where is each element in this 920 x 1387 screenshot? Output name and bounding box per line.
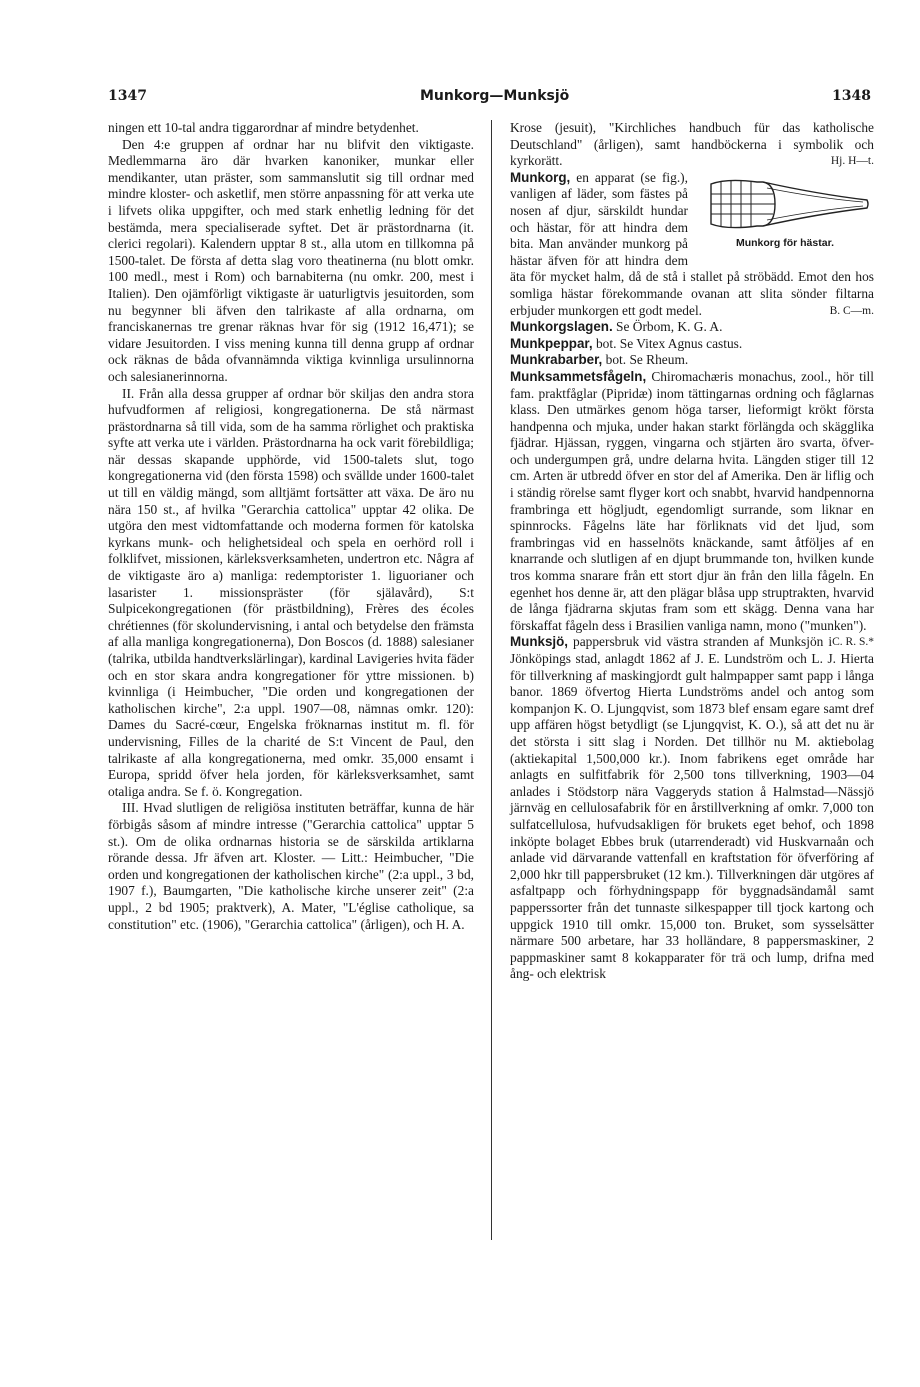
entry-munksjo bbox=[510, 634, 874, 982]
muzzle-figure bbox=[696, 172, 874, 256]
headword: Munkpeppar, bbox=[510, 335, 593, 351]
left-paragraph: III. Hvad slutligen de religiösa instituten beträffar, kunna de här förbigås såsom af mindre intresse ("Gerarchia cattolica" upptar 5 st.). Om de olika ordnarnas historia se de särskilda artiklarna rörande dessa. Jfr äfven art. Kloster. — Litt.: Heimbucher, "Die orden und kongregationen der katholischen kirche" (2:a uppl., 3 bd, 1907 f.), Baumgarten, "Die katholische kirche unserer zeit" (2:a uppl., 2 bd 1905; praktverk), A. Mater, "L'église catholique, sa constitution" etc. (1906), "Gerarchia cattolica" (årligen), och H. A. bbox=[108, 800, 474, 932]
entry-munkpeppar bbox=[510, 336, 874, 353]
entry-text: en apparat (se fig.), vanligen af läder, som fästes på nosen af djur, särskildt hundar och hästar, för att hindra dem bita. Man använder munkorg på hästar äfven för att hindra dem äta för mycket halm, då de stå i stallet på ströbädd. Emot den hos somliga hästar förekommande ovanan att slita sönder filtarna erbjuder munkorgen ett godt medel. bbox=[510, 169, 874, 318]
headword: Munksammetsfågeln, bbox=[510, 368, 647, 384]
entry-text: bot. Se Vitex Agnus castus. bbox=[595, 335, 743, 351]
page-number-right: 1348 bbox=[832, 88, 871, 104]
headword: Munksjö, bbox=[510, 634, 569, 650]
headword: Munkorgslagen. bbox=[510, 319, 613, 335]
page-number-left: 1347 bbox=[108, 88, 147, 104]
signature: C. R. S.* bbox=[832, 636, 874, 649]
left-column bbox=[108, 120, 474, 933]
continuation-text: Krose (jesuit), "Kirchliches handbuch für das katholische Deutschland" (årligen), samt handböckerna i symbolik och kyrkorätt. bbox=[510, 120, 874, 169]
headword: Munkorg, bbox=[510, 169, 571, 185]
left-paragraph: Den 4:e gruppen af ordnar har nu blifvit den viktigaste. Medlemmarna äro där hvarken kanoniker, munkar eller mendikanter, utan präster, som sammanslutit sig till ordnar med mindre kloster- och asketlif, men större anpassning för att verka ute i lifvets olika uppgifter, och med stark enhetlig ledning för det bestämda, mera specialiserade syftet. Det är prästordnarna (it. clerici regolari). Kalendern upptar 8 st., alla utom en tillkomna på 1500-talet. De första af detta slag voro theatinerna (nu blott omkr. 100 medl., mest i Rom) och barnabiterna (nu omkr. 200, mest i Italien). Den ojämförligt viktigaste är uaturligtvis jesuitorden, som nu begynner bli äfven den talrikaste af alla ordnarna, om franciskanernas tre grenar räknas hvar för sig (1912 16,471); se vidare Jesuitorden. I viss mening kunna till denna grupp af ordnar ock räknas de båda ofvannämnda viktiga kvinnliga ursulinnorna och salesianerinnorna. bbox=[108, 136, 474, 384]
signature: B. C—m. bbox=[829, 304, 874, 317]
entry-munkrabarber bbox=[510, 352, 874, 369]
figure-caption: Munkorg för hästar. bbox=[735, 236, 834, 249]
horse-muzzle-icon bbox=[697, 174, 873, 234]
signature: Hj. H—t. bbox=[830, 155, 874, 168]
right-column bbox=[510, 120, 874, 983]
entry-text: Se Örbom, K. G. A. bbox=[616, 319, 723, 335]
entry-text: pappersbruk vid västra stranden af Munksjön i Jönköpings stad, anlagdt 1862 af J. E. Lundström och L. J. Hierta för tillverkning af maskingjordt gult halmpapper samt papp i långa banor. 1869 öfvertog Hierta Lundströms andel och antog som kompanjon K. O. Ljungqvist, som 1873 blef ensam egare samt dref upp affären högst betydligt (se Ljungqvist, K. O.), så att det nu är det största i sitt slag i Norden. Det tillhör nu M. aktiebolag (aktiekapital 1,500,000 kr.). Inom fabrikens eget område har anlagts en sulfitfabrik för 2,500 tons tillverkning, 1903—04 anlades i Stödstorp nära Vaggeryds station å Halmstad—Nässjö järnväg en cellulosafabrik för en årstillverkning af omkr. 7,000 ton sulfatcellulosa, hufvudsakligen för brukets eget behof, och 1898 inköpte bolaget Ebbes bruk (utarrenderadt) vid Huskvarnaån och anlade vid därvarande vattenfall en kraftstation för öfverföring af 2,000 hkr till pappersbruket (12 km.). Tillverkningen där utgöres af asfaltpapp och förhydningspapp för byggnadsändamål samt papperssorter från det tunnaste silkespapper till tjock kartong och uppgick 1910 till omkr. 15,000 ton. Bruket, som sysselsätter närmare 500 arbetare, har 33 holländare, 8 pappersmaskiner, 2 pappmaskiner samt 8 kokapparater för trä och lump, drifna med ång- och elektrisk bbox=[510, 634, 874, 982]
entry-text: Chiromachæris monachus, zool., hör till fam. praktfåglar (Pipridæ) inom tättingarnas ordning och fåglarnas klass. Den utmärkes genom höga tarser, lieformigt krökt första handpenna och mjuka, under hakan starkt förlängda och skägglika fjädrar. Hjässan, ryggen, vingarna och stjärten äro svarta, öfver- och undergumpen grå, undre delarna hvita. Längden stiger till 12 cm. Arten är utbredd öfver en stor del af Amerika. Den är liflig och i ständig rörelse samt flyger kort och snabbt, hvarvid handpennorna frambringa ett högljudt, egendomligt surrande, som liknar en spinnrocks. Fågelns läte har förliknats vid det ljud, som frambringas vid en hasselnöts knäckande, samt åtföljes af en knarrande och slutligen af en djupt brummande ton, hvilken kunde tros komma snarare från ett stort djur än från den lilla fågeln. En egenhet hos denne är, att den plägar blåsa upp struptrakten, hvarvid de långa fjädrarna skjutas fram som ett skägg. Denna vana har förskaffat fågeln dess i Brasilien vanliga namn, mono ("munken"). bbox=[510, 368, 874, 633]
headword: Munkrabarber, bbox=[510, 352, 603, 368]
column-divider bbox=[491, 120, 492, 1240]
entry-text: bot. Se Rheum. bbox=[605, 352, 689, 368]
continuation-paragraph bbox=[510, 120, 874, 170]
left-paragraph: II. Från alla dessa grupper af ordnar bör skiljas den andra stora hufvudformen af religiosi, kongregationerna. De stå närmast prästordnarna så till vida, som de ha samma rörlighet och praktiska syfte att verka ute i världen. Prästordnarna ha ock varit förebildliga; när dessas skapande upphörde, vid 1500-talets slut, togo kongregationerna vid (den första 1598) och svällde under 1600-talet ut till en väldig mängd, som alltjämt fortsätter att växa. De äro nu nära 150 st., af hvilka "Gerarchia cattolica" upptar 42 olika. De utgöra den mest vidtomfattande och moderna formen för katolska kyrkans munk- och helighetsideal och spela en oerhörd roll i folklifvet, missionen, kärleksverksamheten, undertron etc. Några af de viktigaste äro a) manliga: redemptorister 1. liguorianer och lasarister 1. missionspräster (för själavård), S:t Sulpicekongregationen (för prästbildning), Frères des écoles chrétiennes (för skolundervisning, i antal och betydelse den främsta af alla manliga kongregationerna), Don Boscos (d. 1888) salesianer (talrika, utbilda handtverkslärlingar), kardinal Lavigeries hvita fäder och en stor skara andra kongregationer för yttre missionen. b) kvinnliga (i Heimbucher, "Die orden und kongregationen der katholischen kirche", 2:a uppl. 1907—08, nämnas omkr. 120): Dames du Sacré-cœur, Engelska fröknarnas institut m. fl. för undervisning, Filles de la charité de S:t Vincent de Paul, den talrikaste af alla kongregationerna, med omkr. 35,000 ensamt i Europa, spridd öfver hela jorden, för kärleksverksamhet, samt otaliga andra. Se f. ö. Kongregation. bbox=[108, 385, 474, 799]
left-paragraph: ningen ett 10-tal andra tiggarordnar af mindre betydenhet. bbox=[108, 120, 419, 135]
entry-munkorg bbox=[510, 170, 874, 319]
running-title: Munkorg—Munksjö bbox=[420, 88, 570, 104]
entry-munkorgslagen bbox=[510, 319, 874, 336]
